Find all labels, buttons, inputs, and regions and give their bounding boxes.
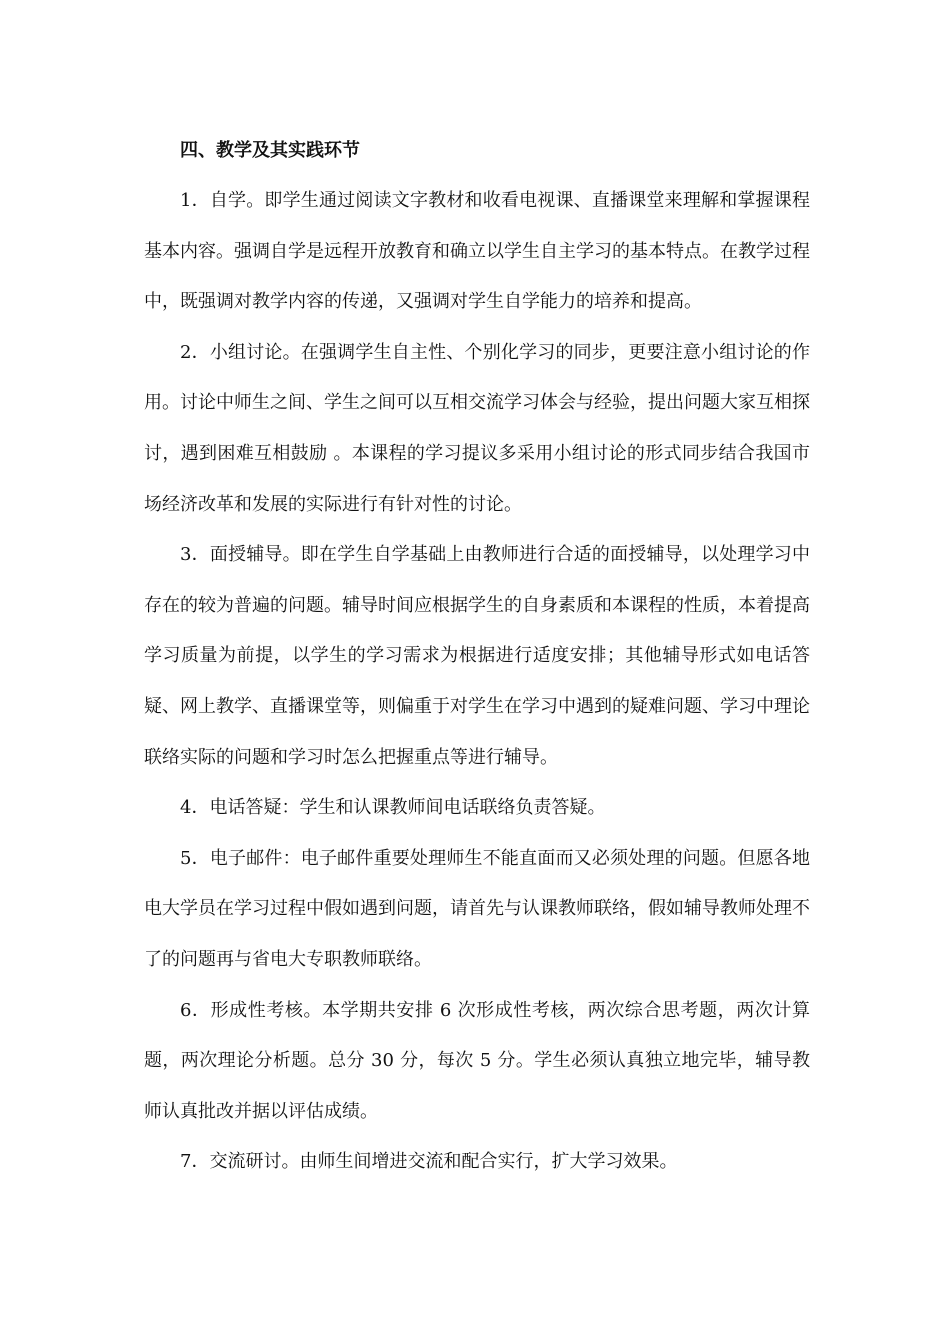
document-body <box>144 126 810 1188</box>
paragraph-formative-assessment: 6．形成性考核。本学期共安排 6 次形成性考核，两次综合思考题，两次计算题，两次理论分析题。总分 30 分，每次 5 分。学生必须认真独立地完毕，辅导教师认真批改并据以评估成绩。 <box>144 999 810 1122</box>
paragraph-self-study: 1．自学。即学生通过阅读文字教材和收看电视课、直播课堂来理解和掌握课程基本内容。强调自学是远程开放教育和确立以学生自主学习的基本特点。在教学过程中，既强调对教学内容的传递，又强调对学生自学能力的培养和提高。 <box>144 190 810 313</box>
section-heading: 四、教学及其实践环节 <box>180 140 360 161</box>
paragraph-phone-qa: 4．电话答疑：学生和认课教师间电话联络负责答疑。 <box>180 797 606 819</box>
paragraph-group-discussion: 2．小组讨论。在强调学生自主性、个别化学习的同步，更要注意小组讨论的作用。讨论中师生之间、学生之间可以互相交流学习体会与经验，提出问题大家互相探讨，遇到困难互相鼓励 。本课程的学习提议多采用小组讨论的形式同步结合我国市场经济改革和发展的实际进行有针对性的讨论。 <box>144 341 810 515</box>
paragraph-face-tutoring: 3．面授辅导。即在学生自学基础上由教师进行合适的面授辅导，以处理学习中存在的较为普遍的问题。辅导时间应根据学生的自身素质和本课程的性质，本着提高学习质量为前提，以学生的学习需求为根据进行适度安排；其他辅导形式如电话答疑、网上教学、直播课堂等，则偏重于对学生在学习中遇到的疑难问题、学习中理论联络实际的问题和学习时怎么把握重点等进行辅导。 <box>144 544 810 768</box>
paragraph-email: 5．电子邮件：电子邮件重要处理师生不能直面而又必须处理的问题。但愿各地电大学员在学习过程中假如遇到问题，请首先与认课教师联络，假如辅导教师处理不了的问题再与省电大专职教师联络。 <box>144 847 810 970</box>
paragraph-exchange-seminar: 7．交流研讨。由师生间增进交流和配合实行，扩大学习效果。 <box>180 1151 678 1173</box>
